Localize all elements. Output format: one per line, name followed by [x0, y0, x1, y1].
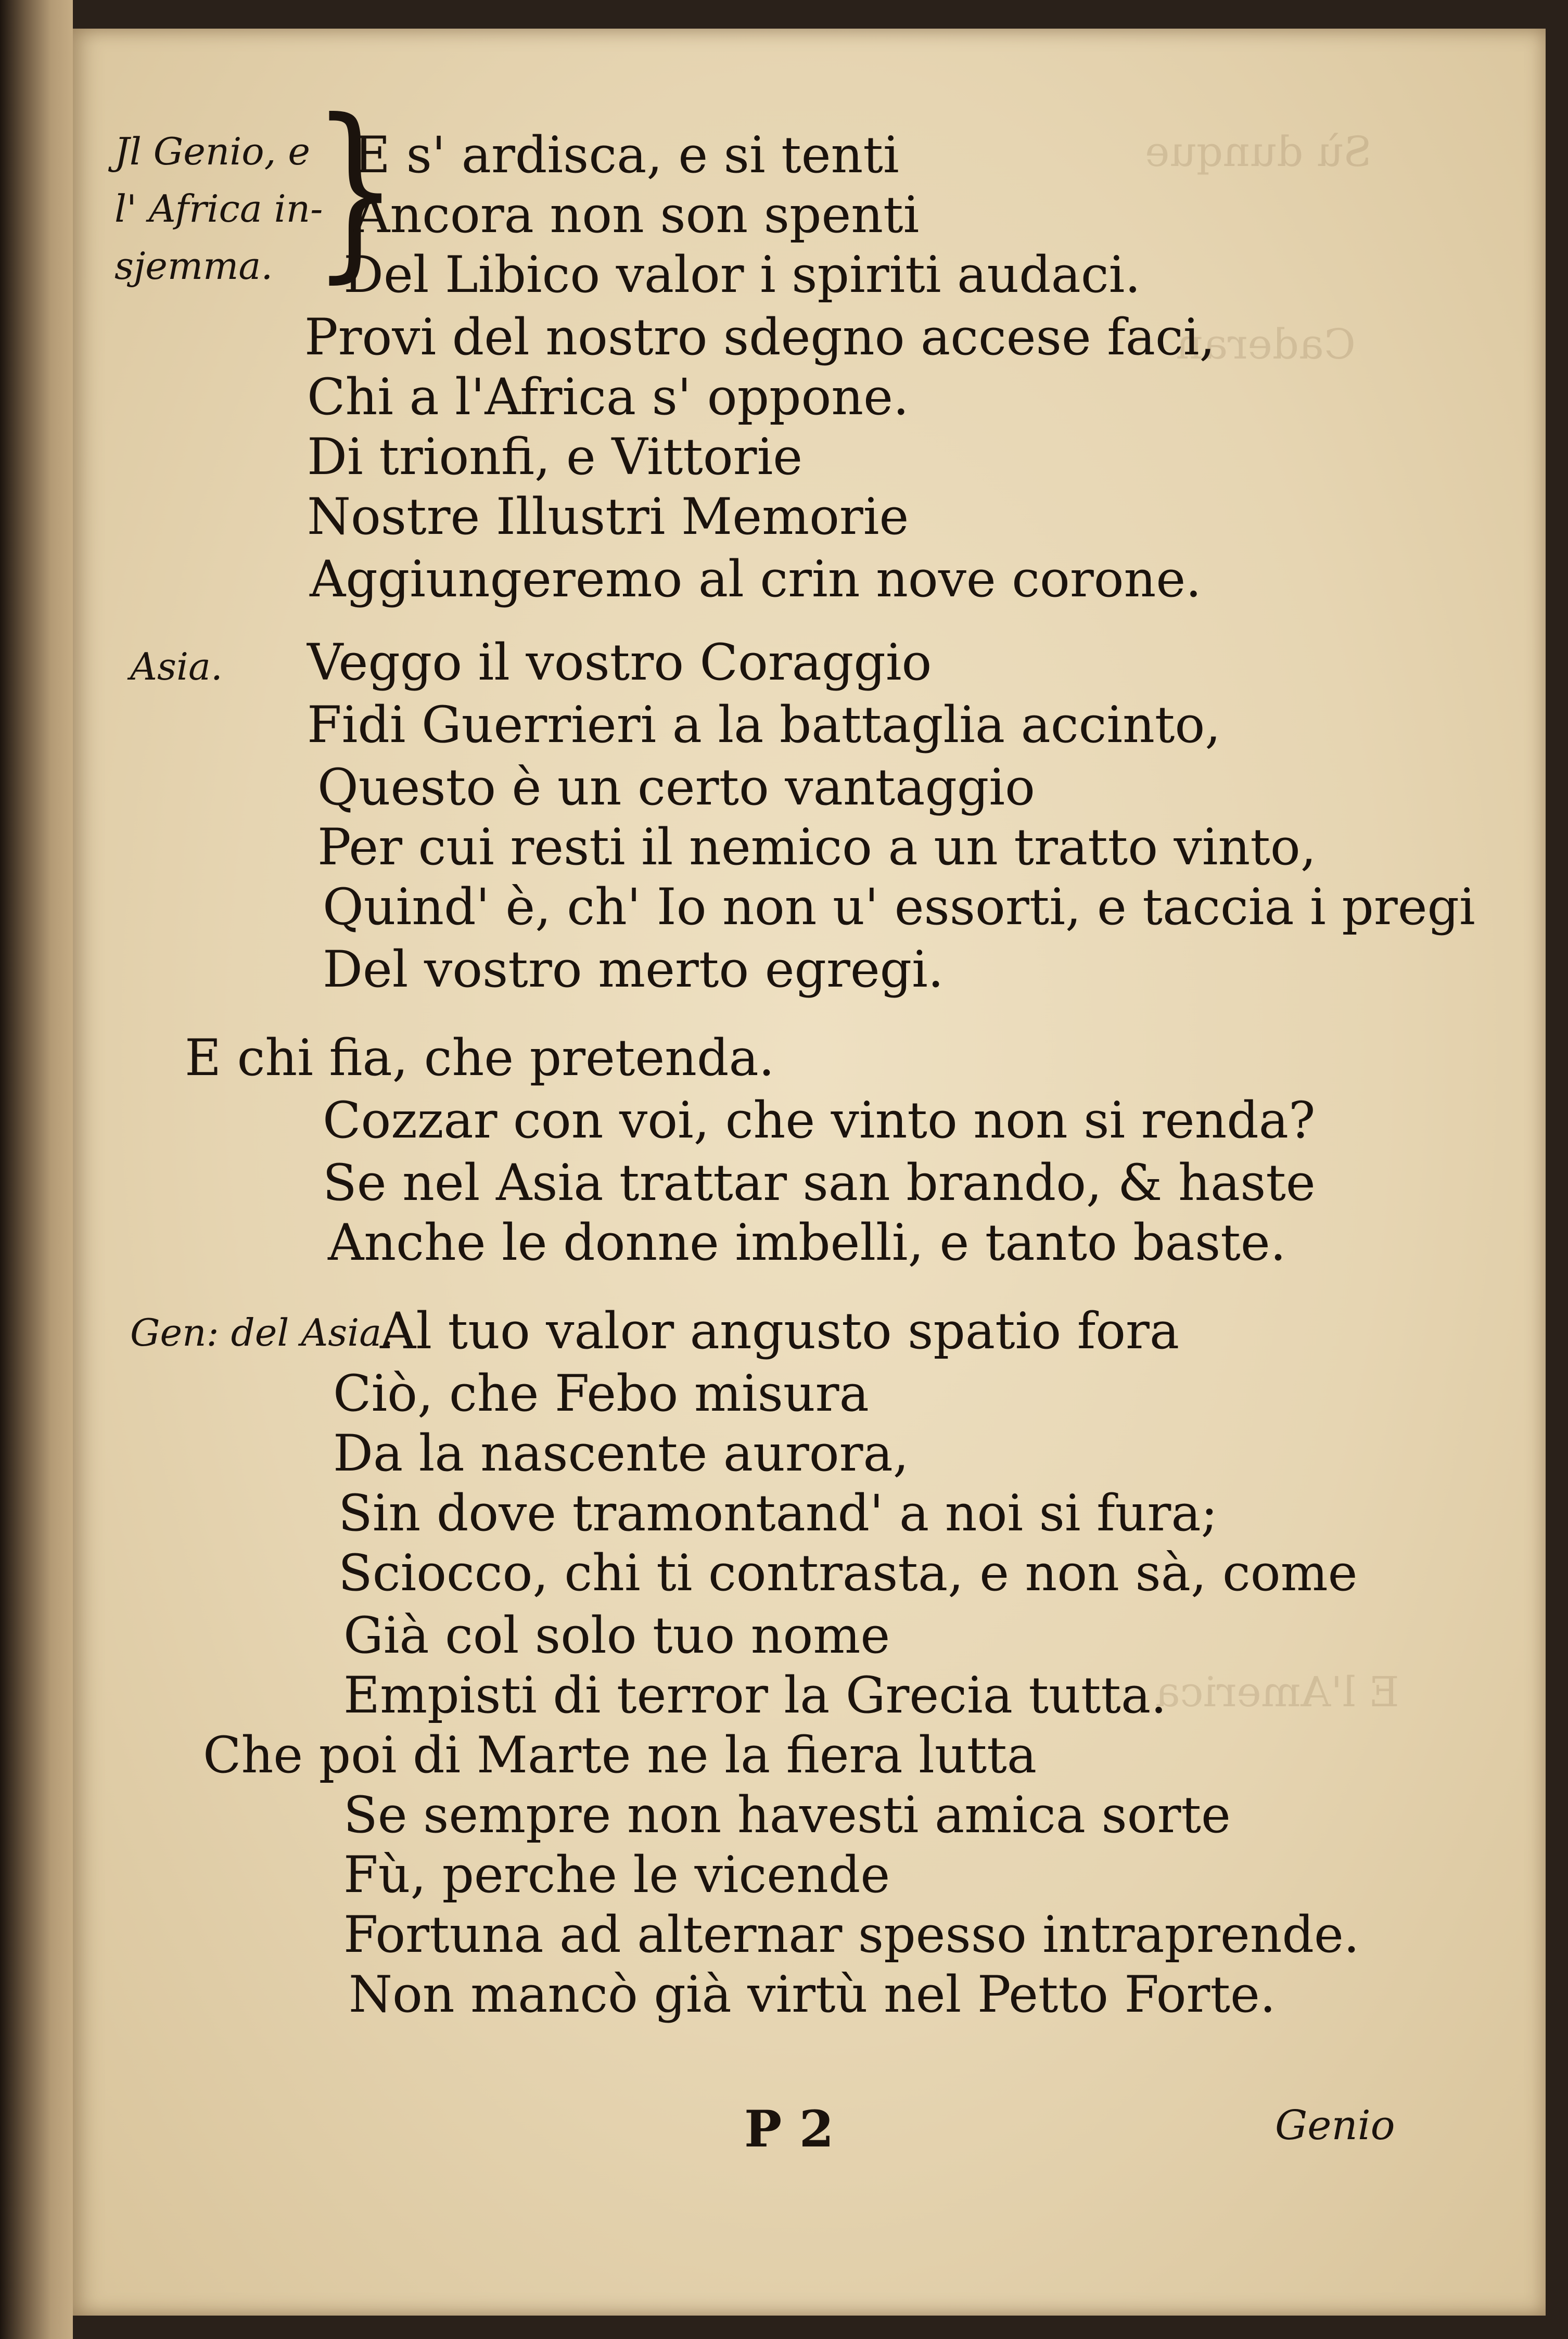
verse-line: Provi del nostro sdegno accese faci,: [304, 308, 1215, 366]
verse-line: Nostre Illustri Memorie: [307, 488, 909, 546]
catchword: Genio: [1275, 2102, 1395, 2149]
verse-line: Cozzar con voi, che vinto non si renda?: [323, 1091, 1316, 1149]
verse-line: Sin dove tramontand' a noi si fura;: [338, 1484, 1218, 1542]
verse-line: Del Libico valor i spiriti audaci.: [343, 246, 1141, 304]
verse-line: Fù, perche le vicende: [343, 1846, 890, 1904]
verse-line: E chi fia, che pretenda.: [185, 1029, 775, 1087]
bleed-through: E l'America: [1155, 1668, 1399, 1716]
verse-line: Già col solo tuo nome: [343, 1606, 890, 1665]
verse-line: Fidi Guerrieri a la battaglia accinto,: [307, 696, 1221, 754]
verse-line: Sciocco, chi ti contrasta, e non sà, come: [338, 1544, 1358, 1602]
verse-line: Da la nascente aurora,: [333, 1424, 909, 1482]
verse-line: Al tuo valor angusto spatio fora: [380, 1302, 1180, 1360]
verse-line: Per cui resti il nemico a un tratto vinto,: [317, 818, 1317, 876]
speaker-label: Gen: del Asia.: [130, 1311, 394, 1354]
verse-line: Fortuna ad alternar spesso intraprende.: [343, 1906, 1360, 1964]
verse-line: Questo è un certo vantaggio: [317, 758, 1035, 816]
bleed-through: Caderan: [1176, 320, 1356, 368]
verse-line: Ciò, che Febo misura: [333, 1364, 869, 1423]
verse-line: E s' ardisca, e si tenti: [354, 126, 899, 184]
brace: }: [312, 80, 399, 300]
verse-line: Se sempre non havesti amica sorte: [343, 1786, 1231, 1844]
verse-line: Che poi di Marte ne la fiera lutta: [203, 1726, 1037, 1784]
speaker-label: l' Africa in-: [114, 187, 323, 231]
speaker-label: Jl Genio, e: [114, 130, 311, 173]
left-page-edge: [0, 0, 73, 2339]
verse-line: Veggo il vostro Coraggio: [307, 633, 932, 692]
verse-line: Ancora non son spenti: [354, 186, 920, 244]
verse-line: Quind' è, ch' Io non u' essorti, e taccia i pregi: [323, 878, 1475, 936]
verse-line: Del vostro merto egregi.: [323, 940, 944, 999]
book-page: [73, 29, 1546, 2316]
verse-line: Aggiungeremo al crin nove corone.: [310, 550, 1202, 608]
verse-line: Empisti di terror la Grecia tutta.: [343, 1666, 1167, 1724]
verse-line: Non mancò già virtù nel Petto Forte.: [349, 1965, 1276, 2024]
verse-line: Chi a l'Africa s' oppone.: [307, 368, 909, 426]
verse-line: Di trionfi, e Vittorie: [307, 428, 803, 486]
verse-line: Se nel Asia trattar san brando, & haste: [323, 1154, 1316, 1212]
verse-line: Anche le donne imbelli, e tanto baste.: [328, 1213, 1286, 1272]
speaker-label: sjemma.: [114, 244, 273, 288]
bleed-through: Sù dunque: [1145, 127, 1372, 176]
speaker-label: Asia.: [130, 645, 223, 688]
signature-mark: P 2: [744, 2100, 834, 2158]
